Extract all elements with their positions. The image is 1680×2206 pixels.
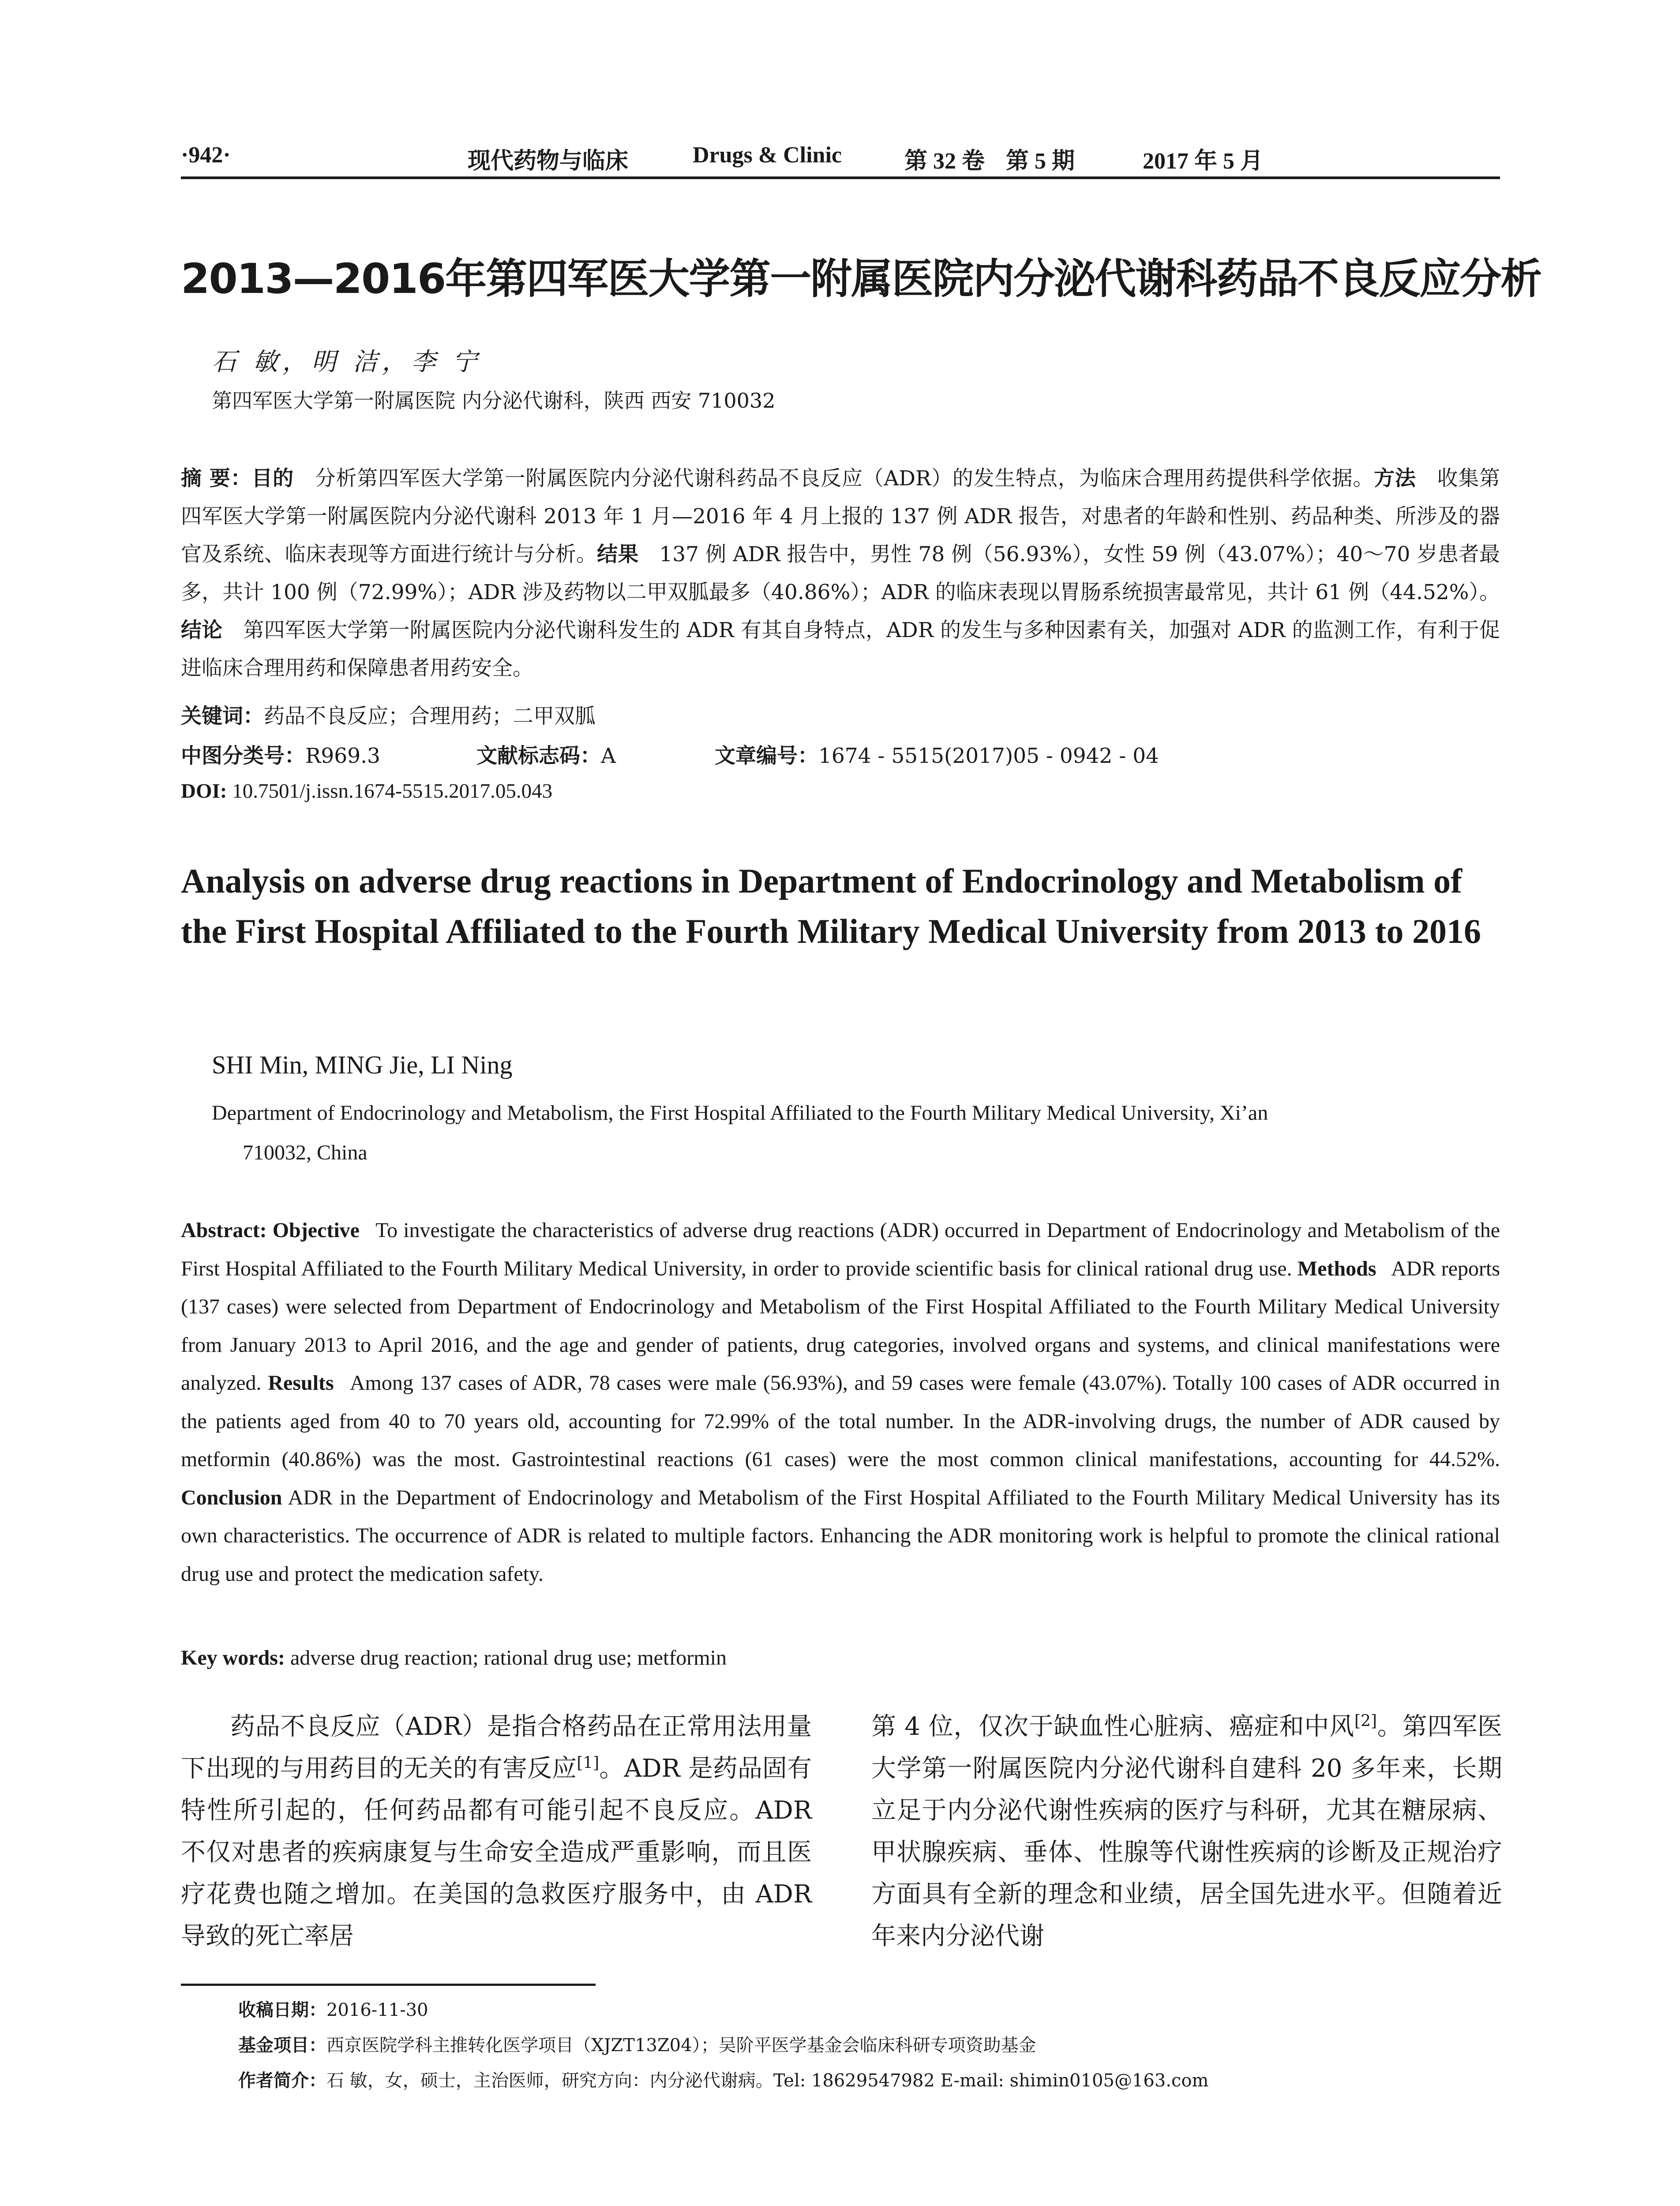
- affiliation-en-line1: Department of Endocrinology and Metabolism, the First Hospital Affiliated to the Fourth Military Medical University, Xi’an: [212, 1101, 1268, 1125]
- abstract-cn-label: 摘 要：: [181, 466, 252, 491]
- abstract-cn-results-label: 结果: [597, 542, 639, 567]
- document-code: [476, 739, 616, 769]
- body-right-text-2: 。第四军医大学第一附属医院内分泌代谢科自建科 20 多年来，长期立足于内分泌代谢性疾病的医疗与科研，尤其在糖尿病、甲状腺疾病、垂体、性腺等代谢性疾病的诊断及正规治疗方面具有全新的理念和业绩，居全国先进水平。但随着近年来内分泌代谢: [871, 1712, 1503, 1951]
- keywords-cn: [181, 700, 596, 729]
- doi-line: [181, 779, 552, 803]
- fund-value: 西京医院学科主推转化医学项目（XJZT13Z04）；吴阶平医学基金会临床科研专项资助基金: [326, 2035, 1036, 2056]
- article-number: [715, 739, 1159, 769]
- abstract-en-conclusion: ADR in the Department of Endocrinology and Metabolism of the First Hospital Affiliated to the Fourth Military Medical University has its own characteristics. The occurrence of ADR is related to multiple factors. Enhancing the ADR monitoring work is helpful to promote the clinical rational drug use and protect the medication safety.: [181, 1486, 1500, 1586]
- journal-name-en: Drugs & Clinic: [693, 143, 842, 168]
- running-header: [181, 142, 1504, 177]
- received-label: 收稿日期：: [238, 2000, 326, 2020]
- body-left-text-1: 药品不良反应（ADR）是指合格药品在正常用法用量下出现的与用药目的无关的有害反应: [181, 1712, 812, 1783]
- abstract-en-methods-label: Methods: [1297, 1257, 1376, 1280]
- body-column-left: [181, 1706, 812, 1957]
- abstract-en-objective: To investigate the characteristics of adverse drug reactions (ADR) occurred in Department of Endocrinology and Metabolism of the First Hospital Affiliated to the Fourth Military Medical University, in order to provide scientific basis for clinical rational drug use.: [181, 1219, 1500, 1280]
- abstract-cn-objective: 分析第四军医大学第一附属医院内分泌代谢科药品不良反应（ADR）的发生特点，为临床合理用药提供科学依据。: [314, 466, 1374, 491]
- keywords-cn-value: 药品不良反应；合理用药；二甲双胍: [264, 704, 596, 728]
- abstract-en: [181, 1212, 1500, 1593]
- body-left-text-2: 。ADR 是药品固有特性所引起的，任何药品都有可能引起不良反应。ADR 不仅对患者的疾病康复与生命安全造成严重影响，而且医疗花费也随之增加。在美国的急救医疗服务中，由 ADR 导致的死亡率居: [181, 1754, 812, 1951]
- abstract-en-conclusion-label: Conclusion: [181, 1486, 282, 1509]
- document-code-label: 文献标志码：: [476, 744, 601, 768]
- clc-label: 中图分类号：: [181, 744, 305, 768]
- article-title-cn: 2013—2016年第四军医大学第一附属医院内分泌代谢科药品不良反应分析: [181, 255, 1541, 303]
- abstract-cn: [181, 460, 1500, 687]
- article-number-label: 文章编号：: [715, 744, 818, 768]
- abstract-en-results-label: Results: [268, 1371, 334, 1395]
- page-number: ·942·: [181, 143, 231, 168]
- clc-code: [181, 739, 380, 769]
- article-number-value: 1674 - 5515(2017)05 - 0942 - 04: [818, 744, 1159, 768]
- footnote-divider: [181, 1984, 596, 1986]
- abstract-cn-conclusion: 第四军医大学第一附属医院内分泌代谢科发生的 ADR 有其自身特点，ADR 的发生与多种因素有关，加强对 ADR 的监测工作，有利于促进临床合理用药和保障患者用药安全。: [181, 618, 1500, 680]
- abstract-en-objective-label: Objective: [272, 1219, 360, 1242]
- affiliation-cn: 第四军医大学第一附属医院 内分泌代谢科，陕西 西安 710032: [212, 389, 776, 413]
- abstract-en-results: Among 137 cases of ADR, 78 cases were male (56.93%), and 59 cases were female (43.07%). Totally 100 cases of ADR occurred in the patients aged from 40 to 70 years old, accounting for 72.99% of the total number. In the ADR-involving drugs, the number of ADR caused by metformin (40.86%) was the most. Gastrointestinal reactions (61 cases) were the most common clinical manifestations, accounting for 44.52%.: [181, 1371, 1500, 1471]
- document-code-value: A: [601, 744, 616, 768]
- abstract-cn-methods-label: 方法: [1374, 466, 1416, 491]
- clc-value: R969.3: [305, 744, 380, 768]
- footnote-fund: [238, 2031, 1036, 2056]
- abstract-cn-results: 137 例 ADR 报告中，男性 78 例（56.93%），女性 59 例（43.07%）；40～70 岁患者最多，共计 100 例（72.99%）；ADR 涉及药物以二甲双胍最多（40.86%）；ADR 的临床表现以胃肠系统损害最常见，共计 61 例（44.52%）。: [181, 542, 1500, 604]
- affiliation-en: [212, 1093, 1491, 1173]
- abstract-cn-methods: 收集第四军医大学第一附属医院内分泌代谢科 2013 年 1 月—2016 年 4 月上报的 137 例 ADR 报告，对患者的年龄和性别、药品种类、所涉及的器官及系统、临床表现等方面进行统计与分析。: [181, 466, 1500, 567]
- abstract-en-label: Abstract:: [181, 1219, 267, 1242]
- keywords-cn-label: 关键词：: [181, 704, 264, 728]
- footnote-author: [238, 2067, 1208, 2092]
- doi-value: 10.7501/j.issn.1674-5515.2017.05.043: [232, 780, 553, 803]
- abstract-en-methods: ADR reports (137 cases) were selected from Department of Endocrinology and Metabolism of the First Hospital Affiliated to the Fourth Military Medical University from January 2013 to April 2016, and the age and gender of patients, drug categories, involved organs and systems, and clinical manifestations were analyzed.: [181, 1257, 1500, 1395]
- authors-cn: 石 敏，明 洁，李 宁: [212, 348, 482, 376]
- keywords-en-value: adverse drug reaction; rational drug use; metformin: [290, 1646, 727, 1670]
- author-bio-value: 石 敏，女，硕士，主治医师，研究方向：内分泌代谢病。Tel: 18629547982 E-mail: shimin0105@163.com: [326, 2071, 1209, 2091]
- doi-label: DOI:: [181, 780, 227, 803]
- fund-label: 基金项目：: [238, 2035, 326, 2056]
- abstract-cn-conclusion-label: 结论: [181, 618, 223, 642]
- reference-2-citation: [2]: [1354, 1712, 1377, 1730]
- author-bio-label: 作者简介：: [238, 2071, 326, 2091]
- journal-date: 2017 年 5 月: [1143, 149, 1264, 174]
- journal-name-cn: 现代药物与临床: [468, 149, 629, 174]
- body-right-text-1: 第 4 位，仅次于缺血性心脏病、癌症和中风: [871, 1712, 1355, 1741]
- abstract-cn-objective-label: 目的: [251, 466, 294, 491]
- reference-1-citation: [1]: [577, 1754, 600, 1772]
- body-column-right: [871, 1706, 1502, 1957]
- header-divider: [181, 176, 1500, 179]
- received-date: 2016-11-30: [326, 2000, 428, 2020]
- article-title-en: Analysis on adverse drug reactions in Department of Endocrinology and Metabolism of the First Hospital Affiliated to the Fourth Military Medical University from 2013 to 2016: [181, 862, 1481, 950]
- authors-en: SHI Min, MING Jie, LI Ning: [212, 1050, 513, 1079]
- affiliation-en-line2: 710032, China: [243, 1141, 368, 1164]
- keywords-en-label: Key words:: [181, 1646, 285, 1670]
- journal-issue: 第 5 期: [1006, 149, 1075, 174]
- keywords-en: [181, 1646, 727, 1670]
- footnote-received: [238, 1996, 428, 2021]
- journal-volume: 第 32 卷: [904, 149, 985, 174]
